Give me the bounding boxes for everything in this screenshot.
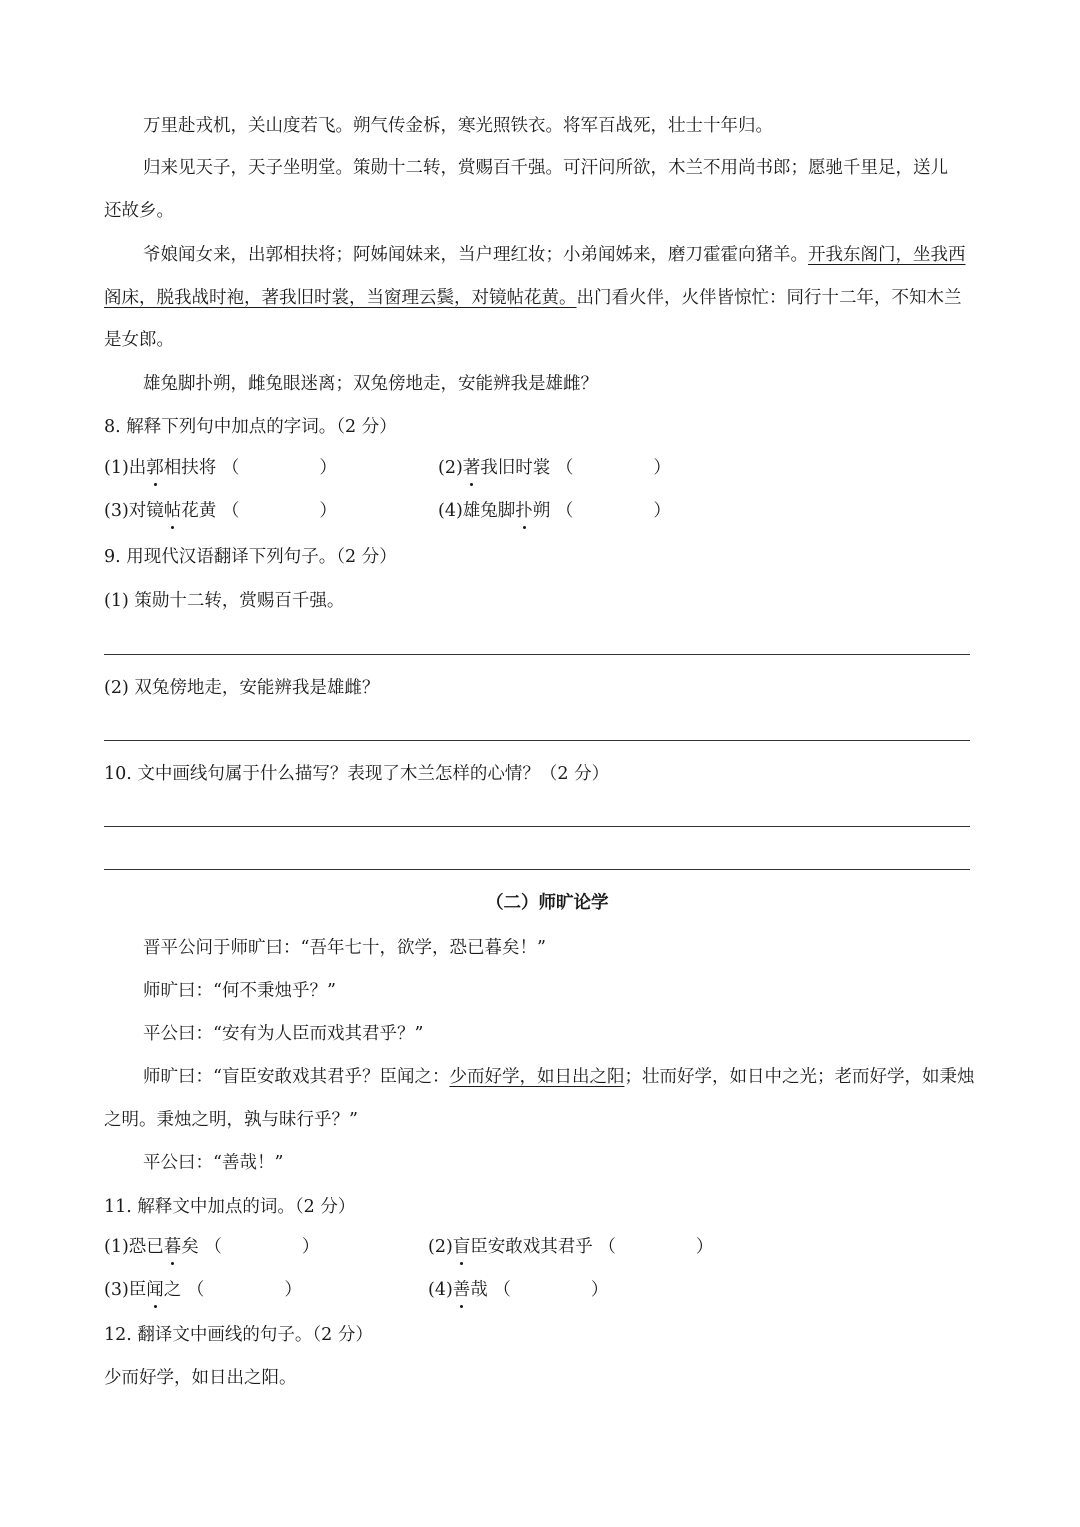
answer-paren-open: （ [555, 458, 574, 478]
answer-paren-close: ） [590, 1280, 609, 1300]
poem-paragraph-3-line-1 [143, 243, 966, 267]
underlined-sentence: 阁床，脱我战时袍，著我旧时裳，当窗理云鬓，对镜帖花黄。 [104, 288, 577, 308]
answer-line[interactable] [104, 740, 970, 741]
poem-paragraph-2-line-1: 归来见天子，天子坐明堂。策勋十二转，赏赐百千强。可汗问所欲，木兰不用尚书郎；愿驰千里足，送儿 [143, 158, 948, 178]
answer-line[interactable] [104, 826, 970, 827]
answer-paren-open: （ [186, 1280, 205, 1300]
item-label: (1) [104, 458, 129, 478]
answer-paren-close: ） [301, 1237, 320, 1257]
q12-sentence: 少而好学，如日出之阳。 [104, 1368, 297, 1388]
item-label: (3) [104, 1280, 129, 1300]
item-text: 出 [128, 458, 147, 478]
item-text: 相扶将 [163, 458, 217, 478]
item-label: (4) [438, 501, 463, 521]
poem-paragraph-3-line-2 [104, 286, 962, 310]
item-text: 臣 [128, 1280, 147, 1300]
q11-item-2 [428, 1235, 713, 1259]
item-text: 我旧时裳 [480, 458, 551, 478]
poem-plain-text: 爷娘闻女来，出郭相扶将；阿姊闻妹来，当户理红妆；小弟闻姊来，磨刀霍霍向猪羊。 [143, 245, 808, 265]
answer-paren-open: （ [204, 1237, 222, 1257]
answer-paren-open: （ [221, 501, 240, 521]
poem-paragraph-2-line-2: 还故乡。 [104, 201, 174, 221]
text-line-4 [143, 1065, 974, 1089]
item-label: (2) [428, 1237, 453, 1257]
item-text: 之 [163, 1280, 182, 1300]
text-line-6: 平公曰：“善哉！” [143, 1153, 284, 1173]
dotted-character: 盲 [452, 1237, 471, 1257]
text-line-1: 晋平公问于师旷曰：“吾年七十，欲学，恐已暮矣！” [143, 938, 546, 958]
question-12-title: 12. 翻译文中画线的句子。（2 分） [104, 1325, 373, 1345]
text-line-3: 平公曰：“安有为人臣而戏其君乎？” [143, 1024, 424, 1044]
question-9-title: 9. 用现代汉语翻译下列句子。（2 分） [104, 547, 397, 567]
q9-sentence-2: (2) 双兔傍地走，安能辨我是雄雌？ [104, 678, 380, 698]
answer-paren-open: （ [598, 1237, 616, 1257]
q8-item-4 [438, 499, 671, 523]
answer-paren-close: ） [284, 1280, 302, 1300]
item-text: 雄兔脚 [462, 501, 516, 521]
answer-paren-close: ） [319, 501, 337, 521]
item-label: (4) [428, 1280, 453, 1300]
poem-paragraph-1: 万里赴戎机，关山度若飞。朔气传金柝，寒光照铁衣。将军百战死，壮士十年归。 [143, 116, 773, 136]
dotted-character: 扑 [515, 501, 533, 521]
q8-item-1 [104, 456, 337, 480]
q11-item-1 [104, 1235, 319, 1259]
item-text: 矣 [181, 1237, 199, 1257]
poem-paragraph-3-line-3: 是女郎。 [104, 330, 174, 350]
dotted-character: 善 [452, 1280, 471, 1300]
section-heading: （二）师旷论学 [486, 893, 609, 913]
q8-item-2 [438, 456, 671, 480]
answer-paren-close: ） [653, 458, 671, 478]
dotted-character: 闻 [146, 1280, 164, 1300]
answer-paren-open: （ [221, 458, 240, 478]
item-text: 花黄 [181, 501, 217, 521]
question-11-title: 11. 解释文中加点的词。（2 分） [104, 1197, 356, 1217]
question-10-title: 10. 文中画线句属于什么描写？表现了木兰怎样的心情？（2 分） [104, 764, 610, 784]
answer-line[interactable] [104, 654, 970, 655]
q9-sentence-1: (1) 策勋十二转，赏赐百千强。 [104, 591, 345, 611]
item-label: (3) [104, 501, 129, 521]
item-label: (1) [104, 1237, 129, 1257]
answer-paren-close: ） [319, 458, 337, 478]
answer-paren-close: ） [695, 1237, 714, 1257]
dotted-character: 帖 [163, 501, 182, 521]
text-plain: 师旷曰：“盲臣安敢戏其君乎？臣闻之： [143, 1067, 450, 1087]
dotted-character: 郭 [146, 458, 164, 478]
text-line-5: 之明。秉烛之明，孰与昧行乎？” [104, 1110, 358, 1130]
dotted-character: 著 [462, 458, 481, 478]
item-text: 哉 [470, 1280, 488, 1300]
item-text: 朔 [532, 501, 551, 521]
text-line-2: 师旷曰：“何不秉烛乎？” [143, 981, 336, 1001]
dotted-character: 暮 [163, 1237, 182, 1257]
q11-item-3 [104, 1278, 302, 1302]
underlined-sentence: 少而好学，如日出之阳 [449, 1067, 625, 1087]
item-text: 对镜 [128, 501, 164, 521]
answer-line[interactable] [104, 869, 970, 870]
q11-item-4 [428, 1278, 608, 1302]
item-text: 恐已 [128, 1237, 164, 1257]
answer-paren-close: ） [653, 501, 671, 521]
text-plain: ；壮而好学，如日中之光；老而好学，如秉烛 [624, 1067, 975, 1087]
item-label: (2) [438, 458, 463, 478]
poem-plain-text: 出门看火伴，火伴皆惊忙：同行十二年，不知木兰 [576, 288, 962, 308]
answer-paren-open: （ [555, 501, 574, 521]
underlined-sentence: 开我东阁门，坐我西 [808, 245, 966, 265]
question-8-title: 8. 解释下列句中加点的字词。（2 分） [104, 417, 397, 437]
q8-item-3 [104, 499, 337, 523]
answer-paren-open: （ [493, 1280, 511, 1300]
poem-paragraph-4: 雄兔脚扑朔，雌兔眼迷离；双兔傍地走，安能辨我是雄雌？ [143, 374, 598, 394]
item-text: 臣安敢戏其君乎 [470, 1237, 593, 1257]
